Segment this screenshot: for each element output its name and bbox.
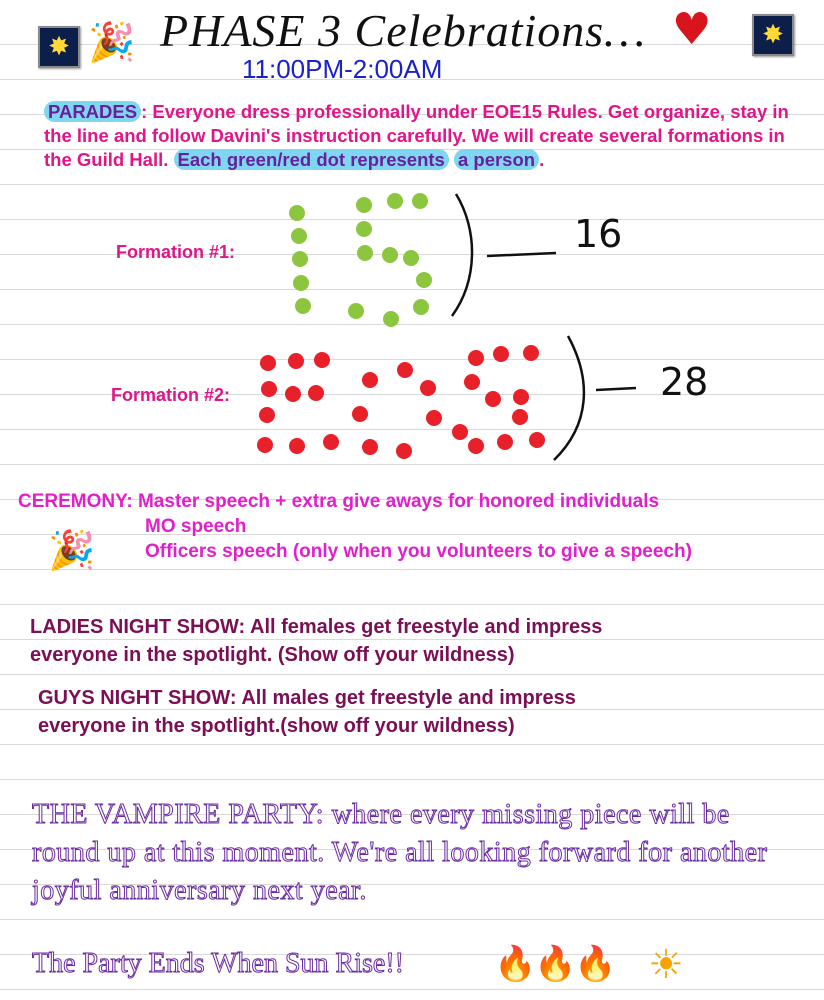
green-dot [387, 193, 403, 209]
red-dot [396, 443, 412, 459]
formation-1-dots [289, 193, 432, 327]
formation-2-dots [257, 345, 545, 459]
green-dot [356, 197, 372, 213]
red-dot [513, 389, 529, 405]
parades-label: PARADES [44, 101, 141, 122]
red-dot [289, 438, 305, 454]
red-dot [523, 345, 539, 361]
red-dot [512, 409, 528, 425]
red-dot [493, 346, 509, 362]
red-dot [529, 432, 545, 448]
formation-2-bracket [554, 336, 584, 460]
parades-highlight-2: a person [454, 149, 539, 170]
red-dot [260, 355, 276, 371]
fire-icon: 🔥 [574, 944, 617, 984]
red-dot [426, 410, 442, 426]
ceremony-line-2: MO speech [145, 516, 247, 537]
vampire-party-text: THE VAMPIRE PARTY: where every missing piece will be round up at this moment. We're all looking forward for another joyful anniversary next year. [32, 799, 768, 906]
red-dot [261, 381, 277, 397]
parades-end: . [539, 149, 545, 170]
heart-icon: ♥ [672, 4, 712, 55]
sun-icon: ☀ [648, 942, 684, 988]
guys-show [38, 684, 576, 740]
red-dot [308, 385, 324, 401]
red-dot [257, 437, 273, 453]
formation-2-count: 28 [660, 360, 709, 404]
ceremony-line-1: CEREMONY: Master speech + extra give aways for honored individuals [18, 491, 660, 512]
firework-icon: ✸ [752, 14, 794, 56]
formation-2-dash [596, 388, 636, 390]
red-dot [285, 386, 301, 402]
formation-1-bracket [452, 194, 472, 316]
fire-icon: 🔥 [494, 944, 537, 984]
green-dot [403, 250, 419, 266]
red-dot [362, 439, 378, 455]
ladies-show [30, 613, 602, 669]
green-dot [357, 245, 373, 261]
red-dot [288, 353, 304, 369]
page-title: PHASE 3 Celebrations… [160, 5, 647, 56]
green-dot [412, 193, 428, 209]
red-dot [452, 424, 468, 440]
formation-1-label: Formation #1: [116, 242, 236, 262]
guys-show-line-2: everyone in the spotlight.(show off your wildness) [38, 715, 515, 737]
red-dot [259, 407, 275, 423]
red-dot [352, 406, 368, 422]
party-popper-icon: 🎉 [48, 528, 96, 572]
green-dot [293, 275, 309, 291]
green-dot [292, 251, 308, 267]
green-dot [289, 205, 305, 221]
green-dot [295, 298, 311, 314]
red-dot [314, 352, 330, 368]
green-dot [291, 228, 307, 244]
ladies-show-line-1: LADIES NIGHT SHOW: All females get freestyle and impress [30, 616, 603, 638]
time-range: 11:00PM-2:00AM [242, 54, 443, 84]
formation-1-count: 16 [574, 212, 623, 256]
red-dot [468, 350, 484, 366]
green-dot [383, 311, 399, 327]
red-dot [497, 434, 513, 450]
red-dot [468, 438, 484, 454]
formation-1-dash [487, 253, 556, 256]
ladies-show-line-2: everyone in the spotlight. (Show off your wildness) [30, 644, 515, 666]
green-dot [416, 272, 432, 288]
red-dot [485, 391, 501, 407]
green-dot [356, 221, 372, 237]
red-dot [397, 362, 413, 378]
green-dot [348, 303, 364, 319]
red-dot [362, 372, 378, 388]
party-ends-text: The Party Ends When Sun Rise!! [32, 948, 404, 979]
red-dot [420, 380, 436, 396]
parades-text: : Everyone dress professionally under EOE15 Rules. Get organize, stay in the line and follow Davini's instruction carefully. We will create several formations in the Guild Hall. [44, 101, 789, 170]
parades-highlight: Each green/red dot represents [174, 149, 449, 170]
guys-show-line-1: GUYS NIGHT SHOW: All males get freestyle and impress [38, 687, 576, 709]
red-dot [323, 434, 339, 450]
firework-icon: ✸ [38, 26, 80, 68]
formation-2-label: Formation #2: [111, 385, 231, 405]
green-dot [382, 247, 398, 263]
green-dot [413, 299, 429, 315]
red-dot [464, 374, 480, 390]
fire-icon: 🔥 [534, 944, 577, 984]
ceremony-line-3: Officers speech (only when you volunteers to give a speech) [145, 541, 692, 562]
party-popper-icon: 🎉 [88, 20, 136, 64]
